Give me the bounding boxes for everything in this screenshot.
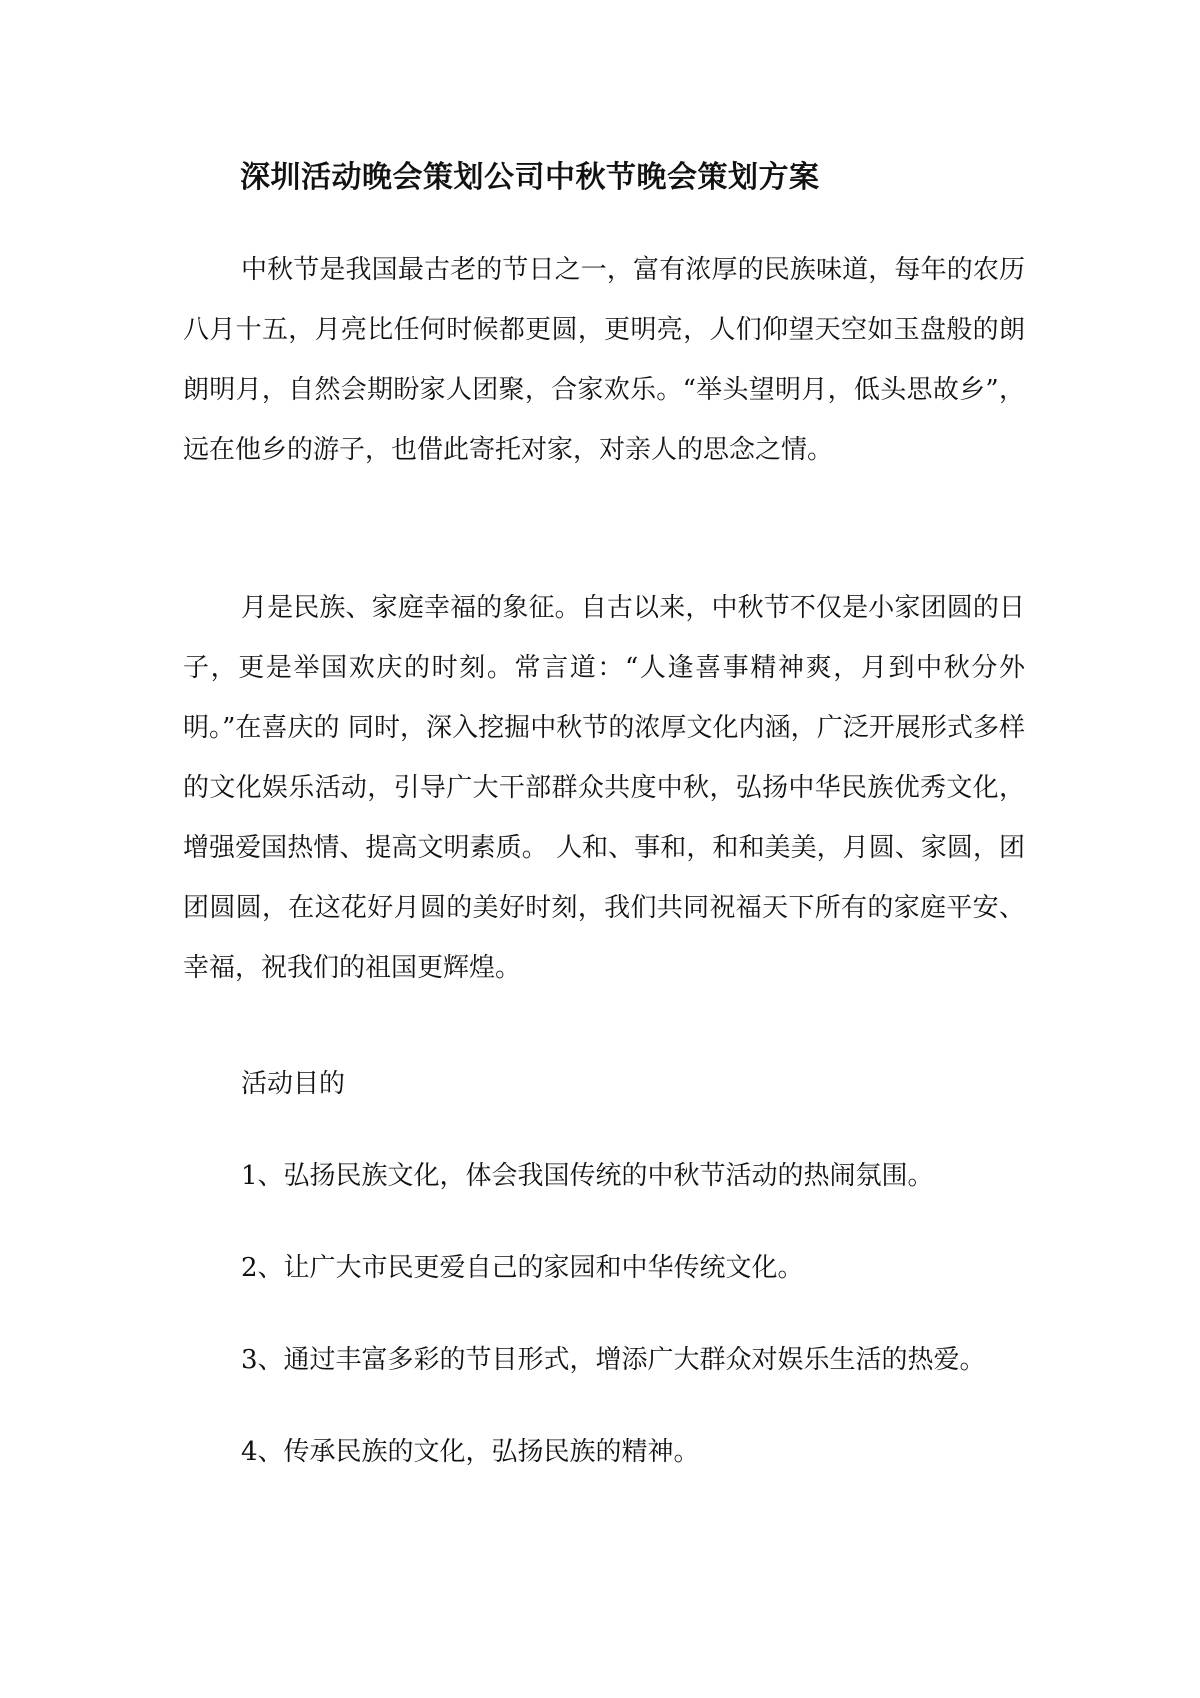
- purpose-item: 1、弘扬民族文化，体会我国传统的中秋节活动的热闹氛围。: [241, 1161, 934, 1191]
- purpose-item: 2、让广大市民更爱自己的家园和中华传统文化。: [241, 1253, 804, 1283]
- significance-paragraph: 月是民族、家庭幸福的象征。自古以来，中秋节不仅是小家团圆的日子，更是举国欢庆的时刻。常言道：“人逢喜事精神爽，月到中秋分外明。”在喜庆的 同时，深入挖掘中秋节的浓厚文化内涵，广泛开展形式多样的文化娱乐活动，引导广大干部群众共度中秋，弘扬中华民族优秀文化，增强爱国热情、提高文明素质。 人和、事和，和和美美，月圆、家圆，团团圆圆，在这花好月圆的美好时刻，我们共同祝福天下所有的家庭平安、幸福，祝我们的祖国更辉煌。: [183, 593, 1025, 983]
- section-heading-purpose: 活动目的: [241, 1069, 346, 1099]
- purpose-item: 3、通过丰富多彩的节目形式，增添广大群众对娱乐生活的热爱。: [241, 1345, 986, 1375]
- purpose-item: 4、传承民族的文化，弘扬民族的精神。: [241, 1437, 700, 1467]
- intro-paragraph: 中秋节是我国最古老的节日之一，富有浓厚的民族味道，每年的农历八月十五，月亮比任何时候都更圆，更明亮，人们仰望天空如玉盘般的朗朗明月，自然会期盼家人团聚，合家欢乐。“举头望明月，低头思故乡”，远在他乡的游子，也借此寄托对家，对亲人的思念之情。: [183, 255, 1025, 465]
- document-title: 深圳活动晚会策划公司中秋节晚会策划方案: [240, 160, 820, 195]
